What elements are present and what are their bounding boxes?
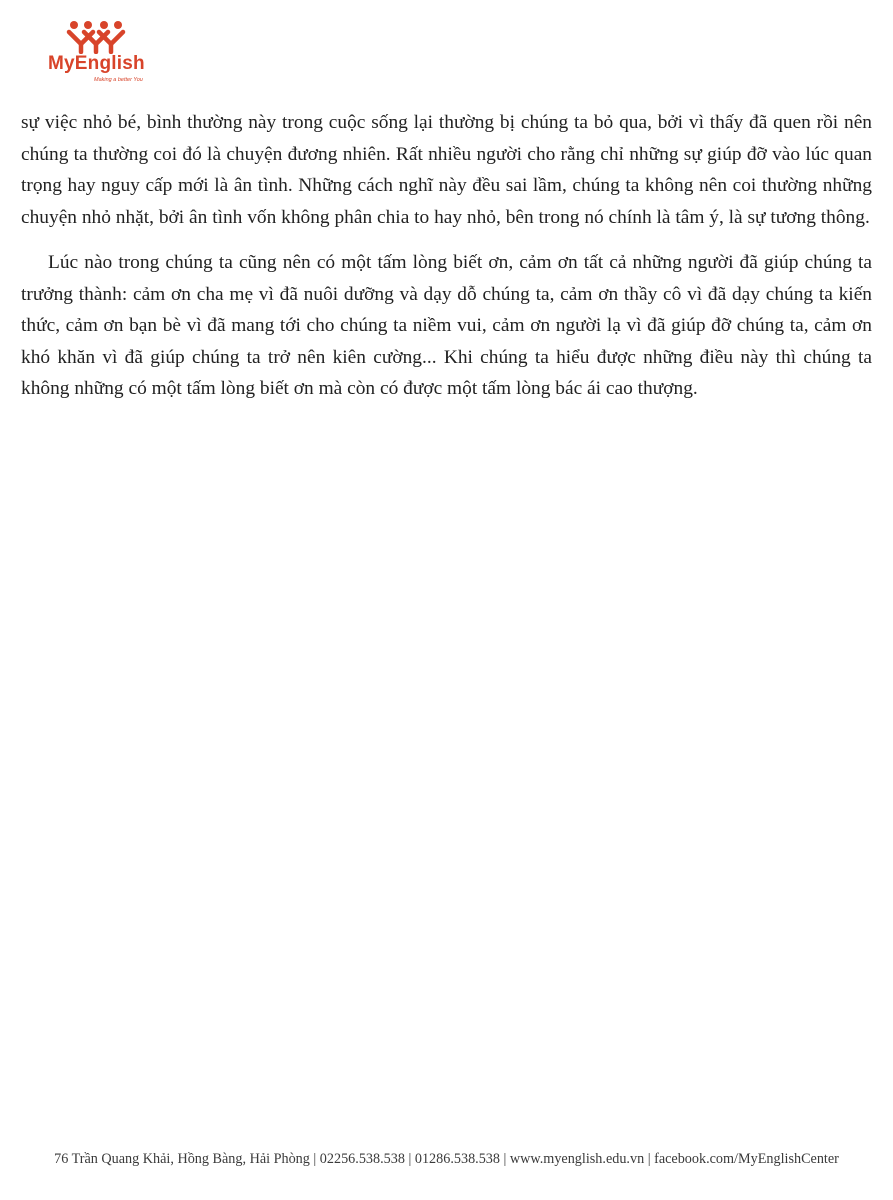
document-body <box>21 107 872 419</box>
page-footer: 76 Trần Quang Khải, Hồng Bàng, Hải Phòng | 02256.538.538 | 01286.538.538 | www.myenglish.edu.vn | facebook.com/MyEnglishCenter <box>54 1151 839 1167</box>
logo-wordmark: MyEnglish <box>48 53 145 74</box>
logo-tagline: Making a better You <box>94 77 143 83</box>
myenglish-logo <box>46 20 156 86</box>
paragraph-1: sự việc nhỏ bé, bình thường này trong cuộc sống lại thường bị chúng ta bỏ qua, bởi vì thấy đã quen rồi nên chúng ta thường coi đó là chuyện đương nhiên. Rất nhiều người cho rằng chỉ những sự giúp đỡ vào lúc quan trọng hay nguy cấp mới là ân tình. Những cách nghĩ này đều sai lầm, chúng ta không nên coi thường những chuyện nhỏ nhặt, bởi ân tình vốn không phân chia to hay nhỏ, bên trong nó chính là tâm ý, là sự tương thông. <box>21 112 872 228</box>
people-logo-icon <box>66 20 126 54</box>
paragraph-2: Lúc nào trong chúng ta cũng nên có một tấm lòng biết ơn, cảm ơn tất cả những người đã giúp chúng ta trưởng thành: cảm ơn cha mẹ vì đã nuôi dưỡng và dạy dỗ chúng ta, cảm ơn thầy cô vì đã dạy chúng ta kiến thức, cảm ơn bạn bè vì đã mang tới cho chúng ta niềm vui, cảm ơn người lạ vì đã giúp đỡ chúng ta, cảm ơn khó khăn vì đã giúp chúng ta trở nên kiên cường... Khi chúng ta hiểu được những điều này thì chúng ta không những có một tấm lòng biết ơn mà còn có được một tấm lòng bác ái cao thượng. <box>21 252 872 399</box>
